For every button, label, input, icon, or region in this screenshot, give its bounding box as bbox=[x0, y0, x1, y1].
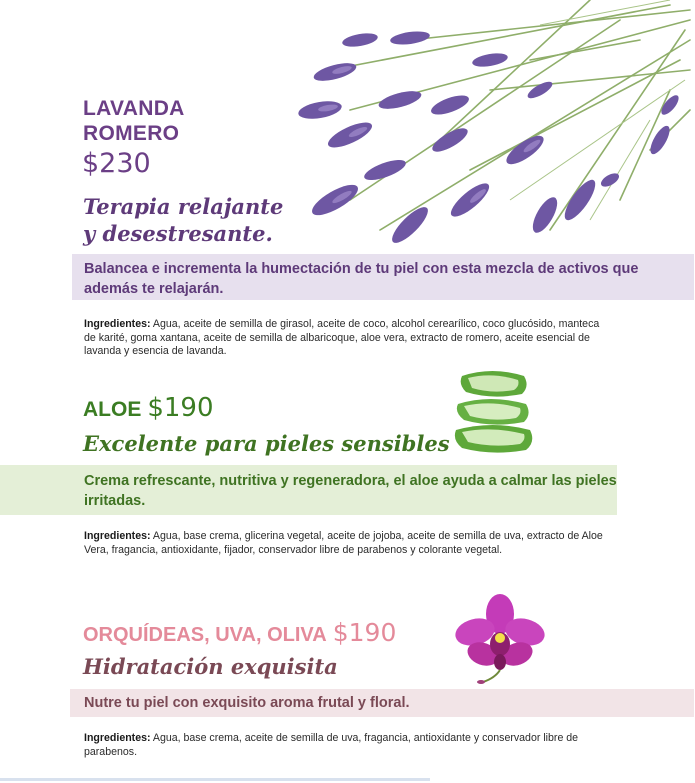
ingredients-label: Ingredientes: bbox=[84, 318, 151, 330]
lavender-flowers-image bbox=[290, 0, 695, 250]
product-price: $190 bbox=[332, 618, 397, 647]
ingredients-label: Ingredientes: bbox=[84, 530, 151, 542]
product-heading-aloe bbox=[83, 393, 214, 423]
ingredients-text bbox=[84, 732, 584, 759]
product-name-aloe: ALOE bbox=[83, 398, 142, 421]
product-name-line-2: ROMERO bbox=[83, 122, 180, 145]
ingredients-list: Agua, base crema, glicerina vegetal, aceite de jojoba, aceite de semilla de uva, extracto de Aloe Vera, fragancia, antioxidante, fijador, conservador libre de parabenos y colorante vegetal. bbox=[84, 530, 603, 556]
product-name-line-1: LAVANDA bbox=[83, 97, 185, 120]
product-heading-orquideas bbox=[83, 618, 396, 647]
product-tagline bbox=[83, 193, 283, 247]
ingredients-text bbox=[84, 318, 604, 359]
product-name-orquideas-uva-oliva: ORQUÍDEAS, UVA, OLIVA bbox=[83, 624, 327, 646]
ingredients-list: Agua, aceite de semilla de girasol, aceite de coco, alcohol cerearílico, coco glucósido, manteca de karité, goma xantana, aceite de semilla de albaricoque, aloe vera, extracto de romero, aceite esencial de lavanda y esencia de lavanda. bbox=[84, 318, 600, 357]
ingredients-text bbox=[84, 530, 609, 557]
bottom-divider bbox=[0, 778, 430, 781]
product-tagline: Hidratación exquisita bbox=[83, 654, 338, 679]
product-price: $230 bbox=[82, 148, 151, 179]
orchid-flower-image bbox=[455, 592, 545, 684]
tagline-line-1: Terapia relajante bbox=[83, 194, 284, 219]
product-description-band: Crema refrescante, nutritiva y regeneradora, el aloe ayuda a calmar las pieles irritadas. bbox=[0, 465, 617, 515]
aloe-slices-image bbox=[452, 368, 537, 458]
ingredients-label: Ingredientes: bbox=[84, 732, 151, 744]
ingredients-list: Agua, base crema, aceite de semilla de uva, fragancia, antioxidante y conservador libre de parabenos. bbox=[84, 732, 579, 758]
product-description-band: Nutre tu piel con exquisito aroma frutal y floral. bbox=[70, 689, 694, 717]
product-price: $190 bbox=[147, 393, 214, 423]
tagline-line-2: y desestresante. bbox=[83, 221, 273, 246]
product-name-lavanda-romero bbox=[83, 96, 185, 146]
product-tagline: Excelente para pieles sensibles bbox=[83, 431, 450, 456]
product-description-band: Balancea e incrementa la humectación de tu piel con esta mezcla de activos que además te relajarán. bbox=[72, 254, 694, 300]
